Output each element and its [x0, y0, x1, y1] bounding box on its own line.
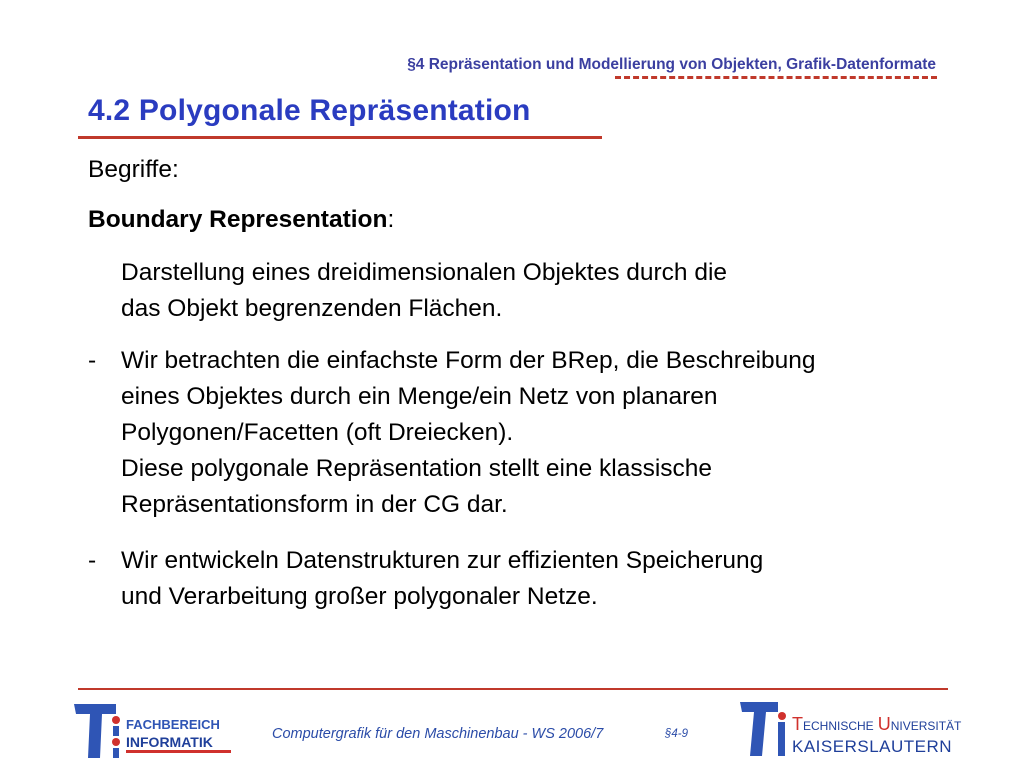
header-title: §4 Repräsentation und Modellierung von Objekten, Grafik-Datenformate — [407, 56, 936, 73]
logo-underline — [126, 750, 231, 753]
footer-page-number: §4-9 — [665, 728, 689, 740]
bullet-item-1 — [121, 343, 816, 523]
bullet-line: Diese polygonale Repräsentation stellt eine klassische — [121, 455, 713, 482]
tu-word-technische: ECHNISCHE — [803, 719, 874, 733]
brep-term: Boundary Representation — [88, 206, 388, 233]
tu-word-universitat: NIVERSITÄT — [890, 719, 962, 733]
tu-kaiserslautern-logo — [738, 700, 962, 758]
logo-line-informatik: INFORMATIK — [126, 734, 213, 750]
bullet-line: Wir betrachten die einfachste Form der BRep, die Beschreibung — [121, 347, 816, 374]
logo-dot — [778, 712, 786, 720]
logo-t-shape — [740, 702, 778, 756]
title-underline — [78, 136, 602, 139]
definition-line: Darstellung eines dreidimensionalen Objektes durch die — [121, 259, 728, 286]
bullet-item-2 — [121, 543, 763, 615]
brep-definition — [121, 255, 727, 327]
logo-bar — [113, 748, 119, 758]
logo-bar — [113, 726, 119, 736]
bullet-line: Polygonen/Facetten (oft Dreiecken). — [121, 419, 514, 446]
brep-heading — [88, 202, 394, 238]
tu-line2-kaiserslautern: KAISERSLAUTERN — [792, 737, 953, 756]
intro-label: Begriffe: — [88, 156, 179, 183]
logo-dot — [112, 738, 120, 746]
tu-initial-t: T — [792, 714, 803, 734]
logo-line-fachbereich: FACHBEREICH — [126, 717, 220, 732]
bullet-line: Repräsentationsform in der CG dar. — [121, 491, 508, 518]
bullet-marker: - — [88, 347, 97, 374]
bullet-line: eines Objektes durch ein Menge/ein Netz von planaren — [121, 383, 718, 410]
bullet-marker: - — [88, 547, 97, 574]
footer-rule — [78, 688, 948, 690]
bullet-line: und Verarbeitung großer polygonaler Netze. — [121, 583, 598, 610]
fachbereich-informatik-logo — [72, 700, 242, 760]
section-title: 4.2 Polygonale Repräsentation — [88, 94, 531, 127]
definition-line: das Objekt begrenzenden Flächen. — [121, 295, 503, 322]
footer-course-title: Computergrafik für den Maschinenbau - WS 2006/7 — [272, 726, 604, 742]
logo-t-shape — [74, 704, 116, 758]
tu-line1 — [792, 714, 962, 734]
logo-bar — [778, 722, 785, 756]
brep-colon: : — [387, 206, 395, 233]
logo-dot — [112, 716, 120, 724]
tu-initial-u: U — [877, 714, 891, 734]
header-underline — [615, 76, 937, 79]
bullet-line: Wir entwickeln Datenstrukturen zur effizienten Speicherung — [121, 547, 764, 574]
